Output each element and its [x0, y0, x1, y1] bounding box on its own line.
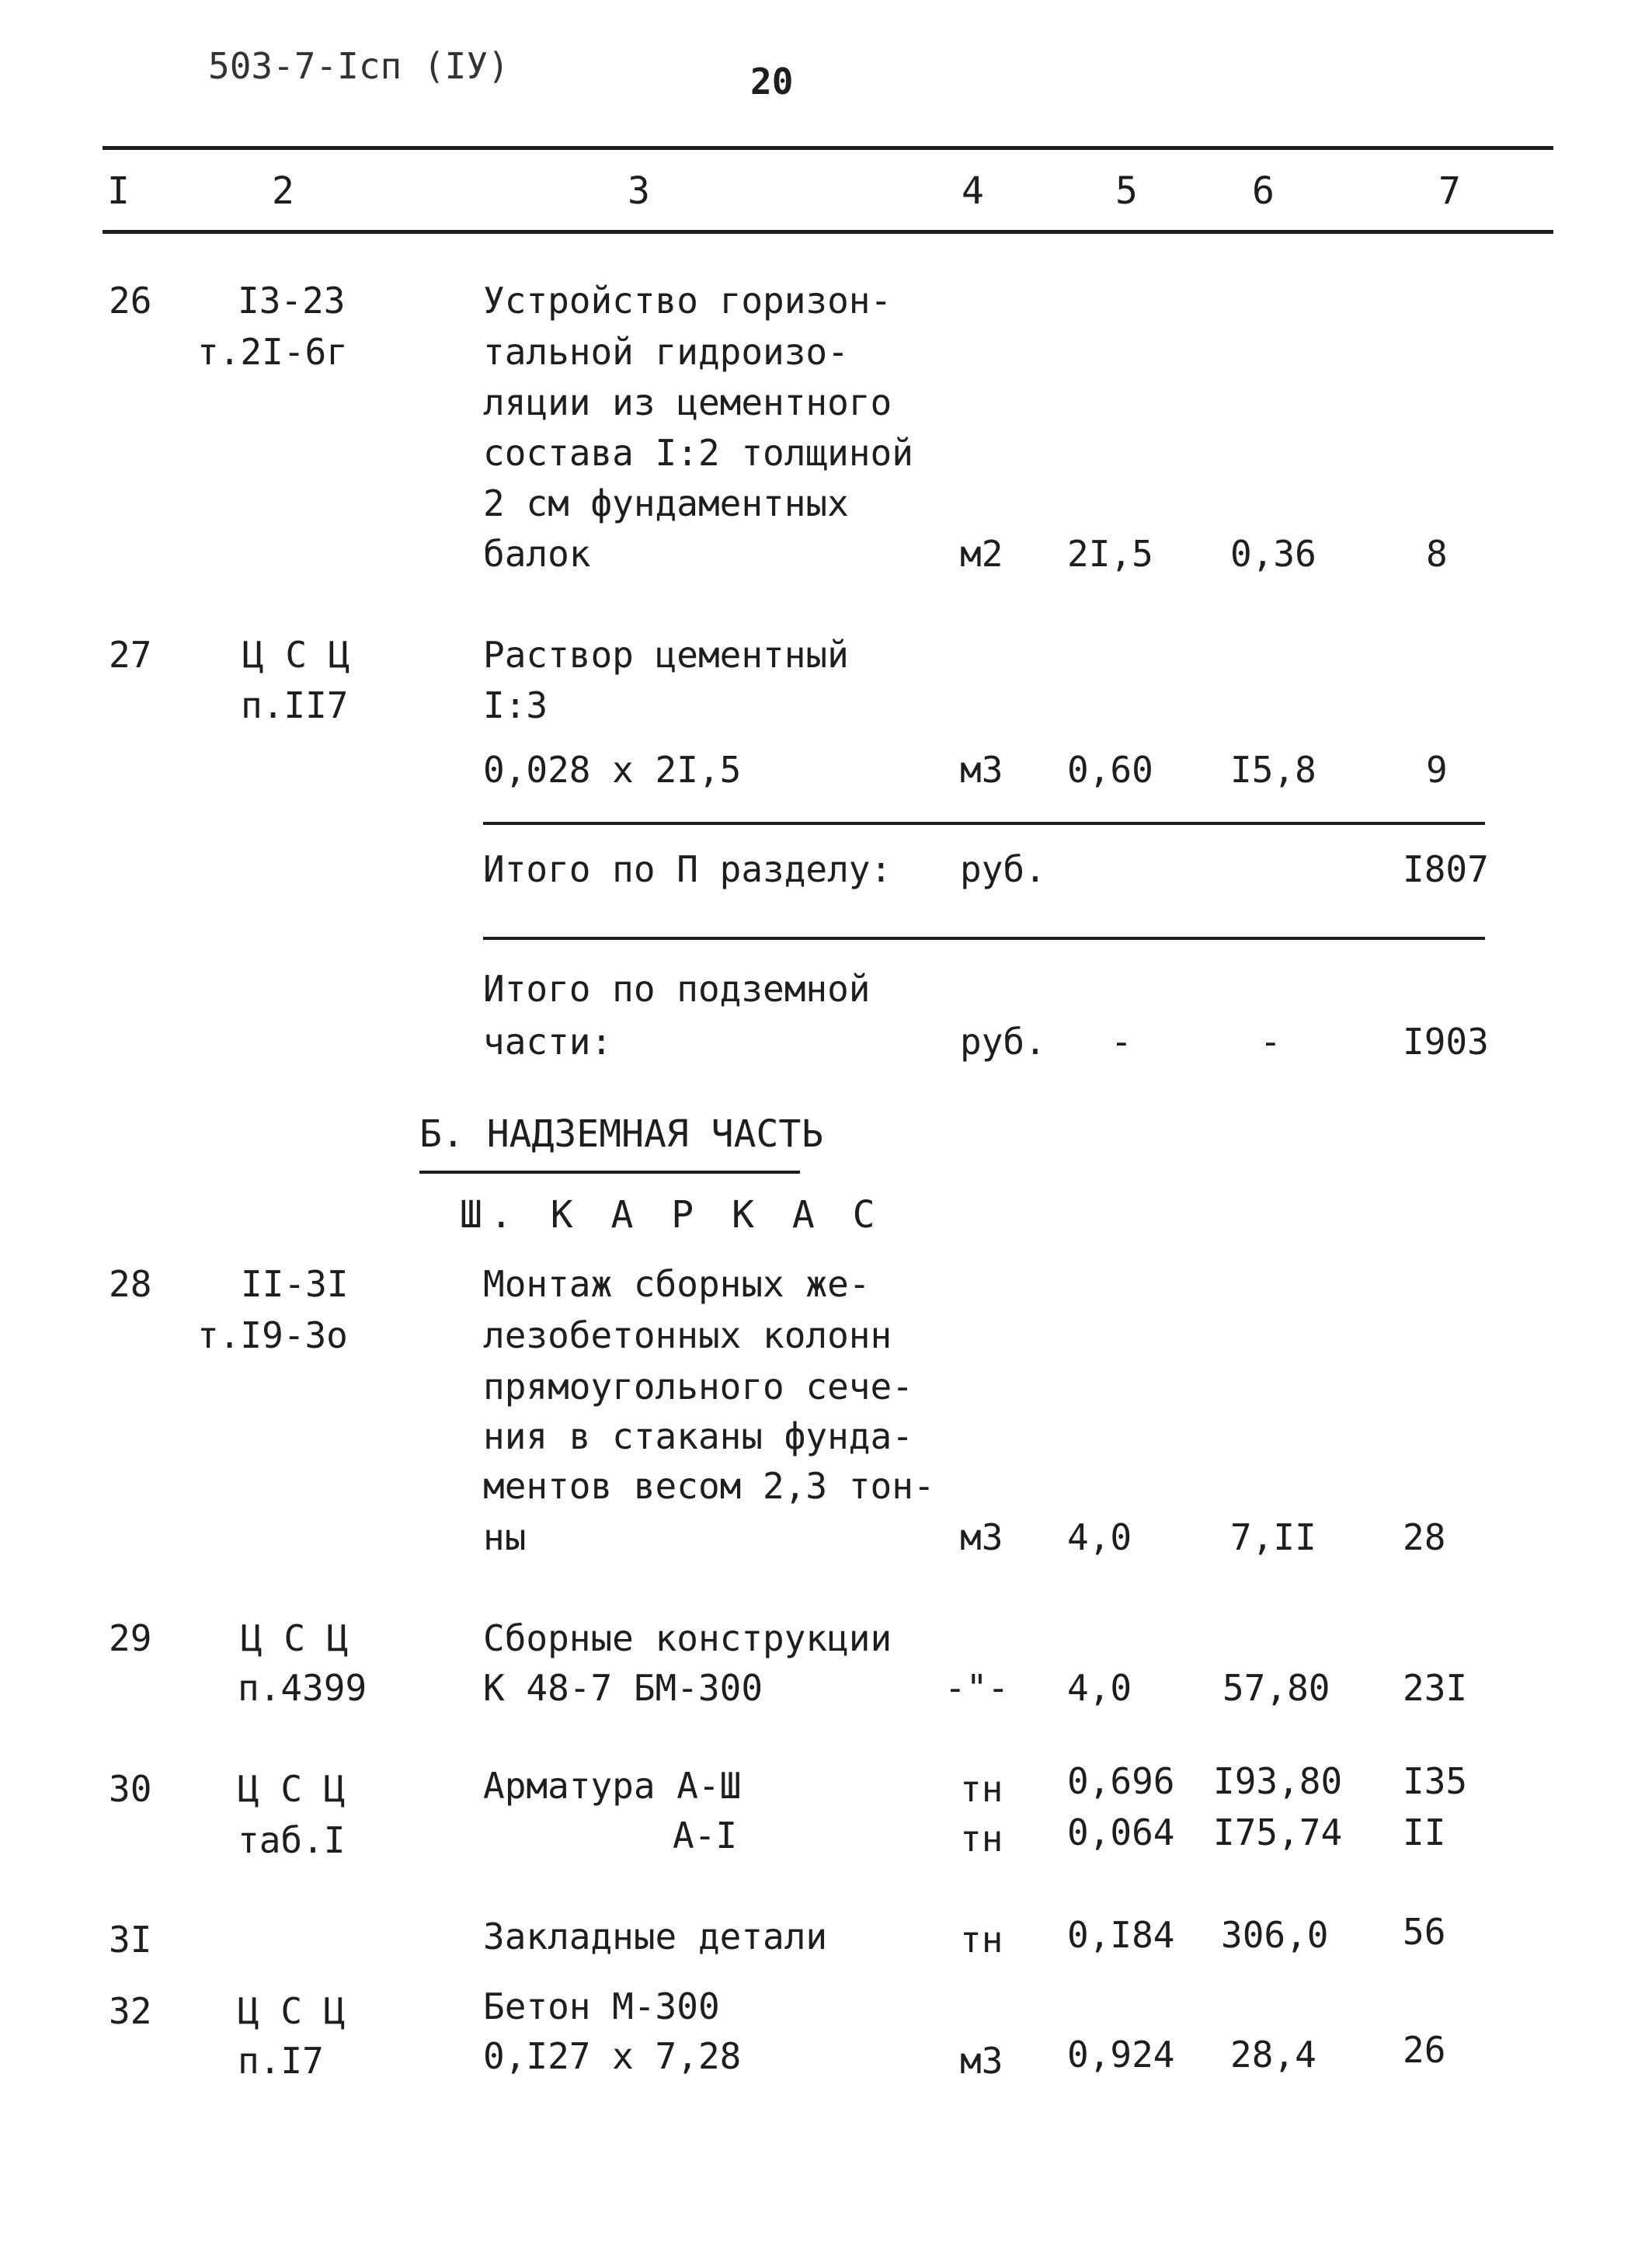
work-description-line: лезобетонных колонн	[483, 1314, 892, 1356]
work-description-line: прямоугольного сече-	[483, 1366, 913, 1408]
norm-table-ref: п.II7	[241, 684, 349, 726]
total-cost: I35	[1403, 1760, 1468, 1802]
unit-price: 7,II	[1230, 1516, 1316, 1558]
document-code: 503-7-Iсп (IУ)	[208, 45, 510, 87]
total-cost: 23I	[1403, 1667, 1468, 1709]
quantity: 0,I84	[1067, 1914, 1175, 1956]
norm-table-ref: таб.I	[238, 1819, 346, 1861]
column-header-6: 6	[1252, 169, 1275, 213]
unit: руб.	[960, 848, 1046, 890]
unit-price: 57,80	[1222, 1667, 1330, 1709]
quantity: 4,0	[1067, 1667, 1132, 1709]
unit-price: 306,0	[1221, 1914, 1329, 1956]
total-cost: 8	[1426, 533, 1448, 575]
row-number: 30	[109, 1768, 152, 1810]
row-number: 29	[109, 1617, 152, 1659]
column-header-7: 7	[1438, 169, 1461, 213]
work-description-line: I:3	[483, 684, 548, 726]
unit-price: I5,8	[1230, 749, 1316, 791]
norm-code: I3-23	[238, 280, 346, 322]
row-number: 3I	[109, 1919, 152, 1961]
unit-price: 0,36	[1230, 533, 1316, 575]
quantity: 0,064	[1067, 1811, 1175, 1853]
column-header-1: I	[107, 169, 130, 213]
table-top-rule	[103, 146, 1553, 150]
unit: м3	[960, 1516, 1003, 1558]
total-cost: 9	[1426, 749, 1448, 791]
work-description-line: Закладные детали	[483, 1916, 828, 1957]
page-number: 20	[750, 61, 794, 103]
unit-price: I75,74	[1213, 1811, 1343, 1853]
quantity: 0,924	[1067, 2034, 1175, 2076]
column-header-3: 3	[628, 169, 650, 213]
total-cost: 56	[1403, 1911, 1446, 1953]
unit-price: 28,4	[1230, 2034, 1316, 2076]
unit: м2	[960, 533, 1003, 575]
norm-table-ref: т.2I-6г	[197, 331, 348, 373]
unit: м3	[960, 2040, 1003, 2082]
unit-price: -	[1260, 1021, 1282, 1063]
norm-code: II-3I	[241, 1263, 349, 1305]
unit: руб.	[960, 1021, 1046, 1063]
norm-table-ref: п.I7	[238, 2040, 324, 2082]
work-description-line: ны	[483, 1516, 527, 1558]
work-description-line: ния в стаканы фунда-	[483, 1415, 913, 1457]
total-cost: I807	[1403, 848, 1489, 890]
work-description-line: Сборные конструкции	[483, 1617, 892, 1659]
total-cost: 28	[1403, 1516, 1446, 1558]
work-description-line: Бетон М-300	[483, 1985, 720, 2027]
norm-table-ref: т.I9-3о	[197, 1314, 348, 1356]
quantity: 0,696	[1067, 1760, 1175, 1802]
norm-code: Ц С Ц	[238, 1990, 346, 2032]
quantity: 0,60	[1067, 749, 1153, 791]
work-description-line: балок	[483, 533, 591, 575]
subtotal-label: части:	[483, 1021, 613, 1063]
work-description-line: 0,I27 х 7,28	[483, 2035, 742, 2077]
work-description-line: 2 см фундаментных	[483, 482, 849, 524]
work-description-line: Раствор цементный	[483, 634, 849, 676]
work-description-line: ментов весом 2,3 тон-	[483, 1465, 935, 1507]
work-description-line: ляции из цементного	[483, 381, 892, 423]
norm-code: Ц С Ц	[241, 1617, 349, 1659]
total-cost: II	[1403, 1811, 1446, 1853]
norm-code: Ц С Ц	[238, 1768, 346, 1810]
norm-code: Ц С Ц	[242, 634, 350, 676]
unit: тн	[960, 1818, 1003, 1860]
row-number: 27	[109, 634, 152, 676]
norm-table-ref: п.4399	[238, 1667, 367, 1709]
column-header-4: 4	[962, 169, 984, 213]
unit: м3	[960, 749, 1003, 791]
quantity: 4,0	[1067, 1516, 1132, 1558]
row-number: 28	[109, 1263, 152, 1305]
work-description-line: состава I:2 толщиной	[483, 432, 913, 474]
quantity: 2I,5	[1067, 533, 1153, 575]
total-cost: 26	[1403, 2029, 1446, 2071]
work-description-line: тальной гидроизо-	[483, 331, 849, 373]
work-description-line: К 48-7 БМ-300	[483, 1667, 763, 1709]
unit-price: I93,80	[1213, 1760, 1343, 1802]
subtotal-label: Итого по подземной	[483, 968, 871, 1010]
header-bottom-rule	[103, 230, 1553, 234]
quantity: -	[1111, 1021, 1132, 1063]
section-title: Б. НАДЗЕМНАЯ ЧАСТЬ	[419, 1112, 824, 1156]
work-description-line: Устройство горизон-	[483, 280, 892, 322]
subtotal-rule	[483, 937, 1485, 940]
column-header-5: 5	[1115, 169, 1138, 213]
unit: тн	[960, 1919, 1003, 1961]
work-description-line: Монтаж сборных же-	[483, 1263, 871, 1305]
column-header-2: 2	[272, 169, 294, 213]
subtotal-rule	[483, 822, 1485, 825]
total-cost: I903	[1403, 1021, 1489, 1063]
subtotal-label: Итого по П разделу:	[483, 848, 892, 890]
unit: тн	[960, 1768, 1003, 1810]
subsection-title: Ш. К А Р К А С	[460, 1193, 883, 1237]
row-number: 32	[109, 1990, 152, 2032]
section-title-underline	[419, 1171, 800, 1174]
work-description-line: 0,028 х 2I,5	[483, 749, 742, 791]
work-description-line: Арматура А-Ш	[483, 1765, 742, 1807]
work-description-line: А-I	[673, 1815, 738, 1857]
unit: -"-	[944, 1667, 1010, 1709]
row-number: 26	[109, 280, 152, 322]
